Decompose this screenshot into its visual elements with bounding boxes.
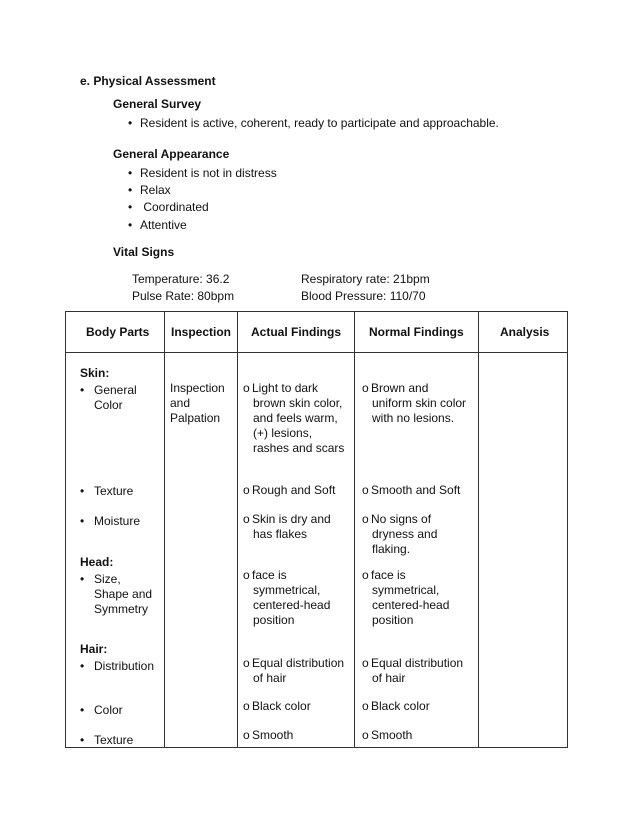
circle-bullet-icon: o (243, 512, 250, 526)
table-header-divider (65, 352, 568, 353)
actual-finding-hair-color: o Black color (243, 699, 311, 713)
normal-finding-distribution: o Equal distribution of hair (362, 656, 464, 685)
temperature-value: Temperature: 36.2 (132, 272, 230, 286)
general-appearance-heading: General Appearance (113, 147, 230, 161)
normal-finding-hair-texture: o Smooth (362, 728, 413, 742)
body-part-moisture: • Moisture (80, 514, 141, 528)
general-appearance-item: • Relax (128, 183, 171, 197)
actual-finding-texture: o Rough and Soft (243, 483, 336, 497)
actual-finding-head: o face is symmetrical, centered-head position (243, 568, 331, 627)
circle-bullet-icon: o (243, 483, 250, 497)
table-border-bottom (65, 747, 568, 748)
table-column-divider (164, 311, 165, 748)
table-column-divider (478, 311, 479, 748)
circle-bullet-icon: o (362, 656, 369, 670)
normal-finding-skin-color: o Brown and uniform skin color with no lesions. (362, 381, 467, 425)
bullet-icon: • (128, 200, 133, 214)
general-appearance-item: • Attentive (128, 218, 187, 232)
normal-finding-moisture: o No signs of dryness and flaking. (362, 512, 438, 556)
circle-bullet-icon: o (243, 656, 250, 670)
general-survey-item: • Resident is active, coherent, ready to participate and approachable. (128, 116, 499, 130)
body-part-texture: • Texture (80, 484, 134, 498)
actual-finding-hair-texture: o Smooth (243, 728, 294, 742)
general-survey-heading: General Survey (113, 97, 202, 111)
circle-bullet-icon: o (243, 699, 250, 713)
table-border-left (65, 311, 66, 748)
blood-pressure-value: Blood Pressure: 110/70 (301, 289, 426, 303)
pulse-rate-value: Pulse Rate: 80bpm (132, 289, 235, 303)
normal-finding-head: o face is symmetrical, centered-head position (362, 568, 450, 627)
bullet-icon: • (128, 166, 133, 180)
column-header: Actual Findings (251, 325, 341, 339)
body-part-general-color: • General Color (80, 383, 137, 412)
bullet-icon: • (128, 116, 133, 130)
table-column-divider (237, 311, 238, 748)
circle-bullet-icon: o (362, 512, 369, 526)
head-label: Head: (80, 555, 114, 569)
column-header: Inspection (171, 325, 232, 339)
bullet-icon: • (80, 703, 85, 717)
general-appearance-item: • Coordinated (128, 200, 209, 214)
circle-bullet-icon: o (362, 728, 369, 742)
hair-label: Hair: (80, 642, 108, 656)
normal-finding-hair-color: o Black color (362, 699, 430, 713)
vital-signs-heading: Vital Signs (113, 245, 175, 259)
bullet-icon: • (80, 514, 85, 528)
body-part-color: • Color (80, 703, 123, 717)
table-column-divider (354, 311, 355, 748)
table-border-top (65, 311, 568, 312)
table-border-right (567, 311, 568, 748)
section-title: e. Physical Assessment (80, 74, 216, 88)
bullet-icon: • (128, 218, 133, 232)
circle-bullet-icon: o (362, 699, 369, 713)
bullet-icon: • (80, 572, 85, 586)
bullet-icon: • (128, 183, 133, 197)
actual-finding-skin-color: o Light to dark brown skin color, and feels warm, (+) lesions, rashes and scars (243, 381, 345, 455)
general-appearance-item: • Resident is not in distress (128, 166, 277, 180)
column-header: Analysis (500, 325, 550, 339)
actual-finding-moisture: o Skin is dry and has flakes (243, 512, 331, 541)
actual-finding-distribution: o Equal distribution of hair (243, 656, 345, 685)
column-header: Normal Findings (369, 325, 464, 339)
bullet-icon: • (80, 383, 85, 397)
bullet-icon: • (80, 484, 85, 498)
circle-bullet-icon: o (362, 568, 369, 582)
circle-bullet-icon: o (243, 381, 250, 395)
bullet-icon: • (80, 733, 85, 747)
body-part-hair-texture: • Texture (80, 733, 134, 747)
normal-finding-texture: o Smooth and Soft (362, 483, 461, 497)
inspection-method: Inspection and Palpation (170, 381, 225, 425)
respiratory-rate-value: Respiratory rate: 21bpm (301, 272, 430, 286)
circle-bullet-icon: o (362, 381, 369, 395)
bullet-icon: • (80, 659, 85, 673)
column-header: Body Parts (86, 325, 150, 339)
circle-bullet-icon: o (243, 728, 250, 742)
circle-bullet-icon: o (362, 483, 369, 497)
body-part-size-shape-symmetry: • Size, Shape and Symmetry (80, 572, 153, 616)
skin-label: Skin: (80, 366, 110, 380)
circle-bullet-icon: o (243, 568, 250, 582)
body-part-distribution: • Distribution (80, 659, 155, 673)
